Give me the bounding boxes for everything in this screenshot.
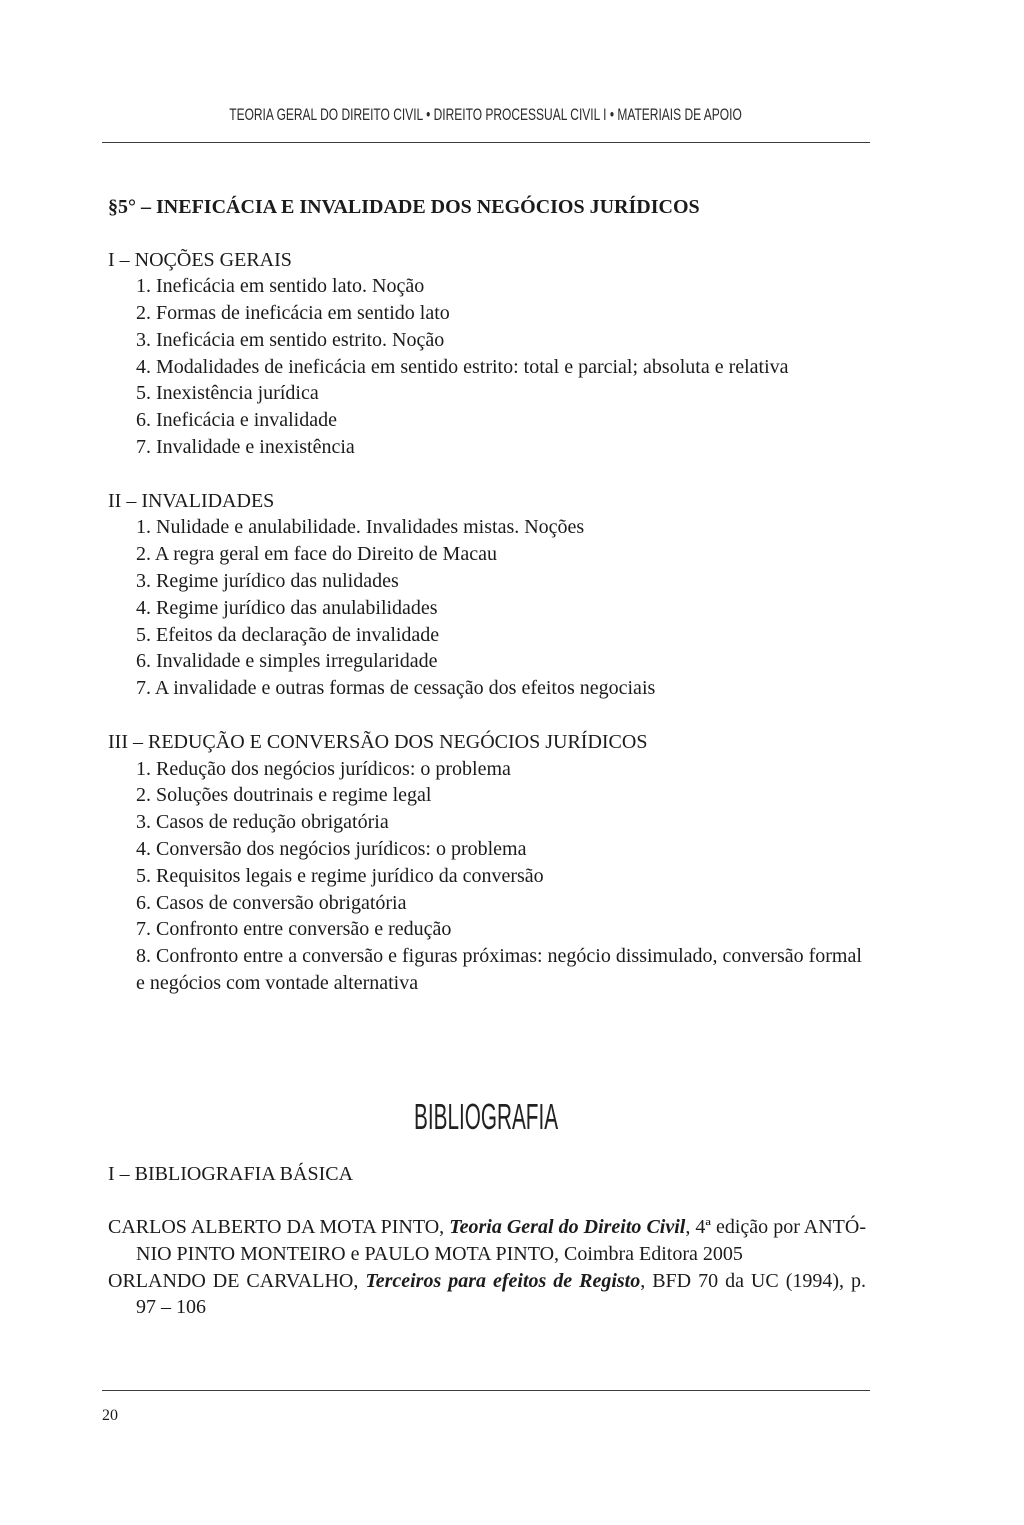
- footer-rule: [102, 1390, 870, 1391]
- section-outline: [108, 247, 870, 997]
- outline-part-1: [108, 247, 870, 461]
- outline-item: 4. Regime jurídico das anulabilidades: [136, 596, 438, 619]
- entry-line: [108, 1268, 866, 1295]
- bibliography-entries: [108, 1214, 866, 1321]
- outline-item: 2. Soluções doutrinais e regime legal: [136, 784, 432, 807]
- outline-item: 3. Regime jurídico das nulidades: [136, 570, 399, 593]
- bibliography-entry: [108, 1268, 866, 1322]
- bibliography-entry: [108, 1214, 866, 1268]
- bibliography-title-text: BIBLIOGRAFIA: [413, 1096, 559, 1137]
- outline-item: 2. Formas de ineficácia em sentido lato: [136, 302, 450, 325]
- outline-item: 1. Redução dos negócios jurídicos: o problema: [136, 757, 511, 780]
- part-heading: III – REDUÇÃO E CONVERSÃO DOS NEGÓCIOS JURÍDICOS: [108, 730, 648, 753]
- part-heading: II – INVALIDADES: [108, 489, 275, 512]
- outline-item: 3. Ineficácia em sentido estrito. Noção: [136, 328, 445, 351]
- outline-item: 4. Modalidades de ineficácia em sentido estrito: total e parcial; absoluta e relativa: [136, 355, 789, 378]
- section-title: §5° – INEFICÁCIA E INVALIDADE DOS NEGÓCIOS JURÍDICOS: [108, 195, 700, 218]
- outline-item: 6. Ineficácia e invalidade: [136, 409, 337, 432]
- part-heading: I – NOÇÕES GERAIS: [108, 248, 292, 271]
- outline-part-3: [108, 729, 870, 997]
- bibliography-title: [102, 1097, 870, 1137]
- outline-item: 8. Confronto entre a conversão e figuras próximas: negócio dissimulado, conversão formal e negócios com vontade alternativa: [136, 945, 862, 995]
- outline-item: 6. Casos de conversão obrigatória: [136, 891, 407, 914]
- bibliography: [108, 1161, 866, 1322]
- outline-item: 7. Confronto entre conversão e redução: [136, 918, 452, 941]
- header-rule: [102, 142, 870, 143]
- outline-item: 5. Efeitos da declaração de invalidade: [136, 623, 440, 646]
- outline-item: 4. Conversão dos negócios jurídicos: o problema: [136, 838, 527, 861]
- page-number: 20: [102, 1407, 118, 1424]
- entry-line: [108, 1214, 866, 1241]
- entry-work-title: Terceiros para efeitos de Registo: [365, 1269, 641, 1292]
- entry-author: ORLANDO DE CARVALHO,: [108, 1269, 359, 1292]
- entry-details-continued: NIO PINTO MONTEIRO e PAULO MOTA PINTO, Coimbra Editora 2005: [136, 1242, 743, 1265]
- outline-item: 5. Requisitos legais e regime jurídico da conversão: [136, 864, 544, 887]
- running-header-text: TEORIA GERAL DO DIREITO CIVIL • DIREITO PROCESSUAL CIVIL I • MATERIAIS DE APOIO: [229, 106, 743, 124]
- outline-item: 2. A regra geral em face do Direito de Macau: [136, 543, 497, 566]
- entry-details-continued: 97 – 106: [136, 1296, 206, 1319]
- outline-item: 1. Ineficácia em sentido lato. Noção: [136, 275, 425, 298]
- entry-work-title: Teoria Geral do Direito Civil: [449, 1216, 686, 1239]
- entry-author: CARLOS ALBERTO DA MOTA PINTO,: [108, 1216, 445, 1239]
- outline-part-2: [108, 488, 870, 702]
- running-header: [102, 105, 870, 125]
- outline-item: 5. Inexistência jurídica: [136, 382, 319, 405]
- outline-item: 3. Casos de redução obrigatória: [136, 811, 389, 834]
- outline-item: 6. Invalidade e simples irregularidade: [136, 650, 438, 673]
- entry-details: , 4ª edição por ANTÓ-: [685, 1216, 867, 1239]
- entry-details: , BFD 70 da UC (1994), p.: [640, 1269, 866, 1292]
- outline-item: 7. A invalidade e outras formas de cessação dos efeitos negociais: [136, 677, 656, 700]
- outline-item: 1. Nulidade e anulabilidade. Invalidades mistas. Noções: [136, 516, 585, 539]
- outline-item: 7. Invalidade e inexistência: [136, 436, 355, 459]
- bibliography-subheading: I – BIBLIOGRAFIA BÁSICA: [108, 1162, 354, 1185]
